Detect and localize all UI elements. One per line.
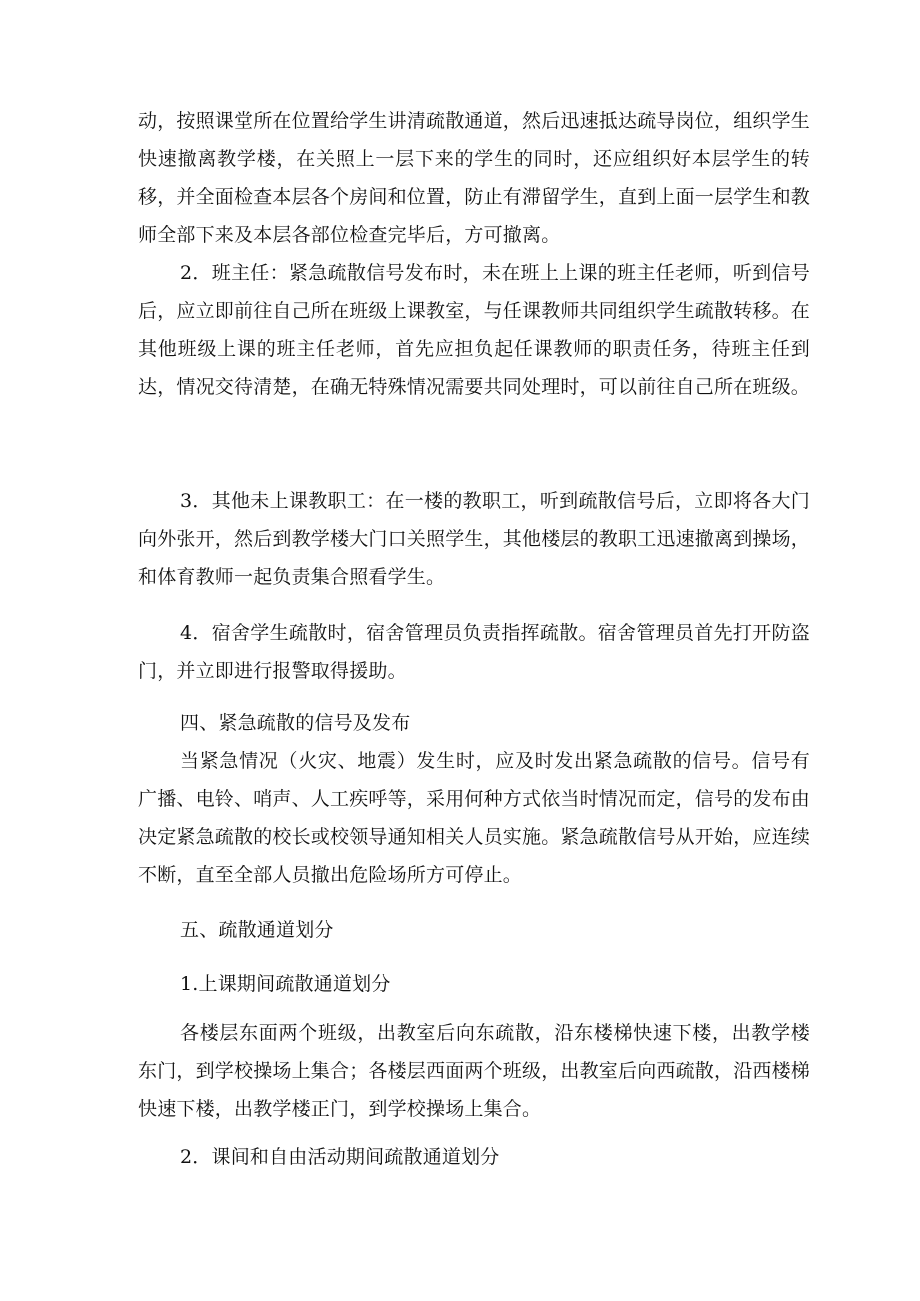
subheading-class-time: 1.上课期间疏散通道划分 — [180, 973, 391, 995]
section-heading-passages: 五、疏散通道划分 — [180, 919, 334, 941]
paragraph-dormitory: 4．宿舍学生疏散时，宿舍管理员负责指挥疏散。宿舍管理员首先打开防盗门，并立即进行报警取得援助。 — [138, 622, 810, 682]
subheading-break-time: 2．课间和自由活动期间疏散通道划分 — [180, 1146, 500, 1168]
paragraph-continuation: 动，按照课堂所在位置给学生讲清疏散通道，然后迅速抵达疏导岗位，组织学生快速撤离教学楼，在关照上一层下来的学生的同时，还应组织好本层学生的转移，并全面检查本层各个房间和位置，防止有滞留学生，直到上面一层学生和教师全部下来及本层各部位检查完毕后，方可撤离。 — [138, 110, 811, 246]
section-heading-signal: 四、紧急疏散的信号及发布 — [180, 712, 411, 734]
paragraph-signal: 当紧急情况（火灾、地震）发生时，应及时发出紧急疏散的信号。信号有广播、电铃、哨声、人工疾呼等，采用何种方式依当时情况而定，信号的发布由决定紧急疏散的校长或校领导通知相关人员实施。紧急疏散信号从开始，应连续不断，直至全部人员撤出危险场所方可停止。 — [138, 750, 811, 886]
paragraph-class-time-routes: 各楼层东面两个班级，出教室后向东疏散，沿东楼梯快速下楼，出教学楼东门，到学校操场上集合；各楼层西面两个班级，出教室后向西疏散，沿西楼梯快速下楼，出教学楼正门，到学校操场上集合。 — [138, 1022, 811, 1120]
paragraph-head-teacher: 2．班主任：紧急疏散信号发布时，未在班上上课的班主任老师，听到信号后，应立即前往自己所在班级上课教室，与任课教师共同组织学生疏散转移。在其他班级上课的班主任老师，首先应担负起任课教师的职责任务，待班主任到达，情况交待清楚，在确无特殊情况需要共同处理时，可以前往自己所在班级。 — [138, 262, 811, 398]
paragraph-other-staff: 3．其他未上课教职工：在一楼的教职工，听到疏散信号后，立即将各大门向外张开，然后到教学楼大门口关照学生，其他楼层的教职工迅速撤离到操场，和体育教师一起负责集合照看学生。 — [138, 490, 811, 588]
